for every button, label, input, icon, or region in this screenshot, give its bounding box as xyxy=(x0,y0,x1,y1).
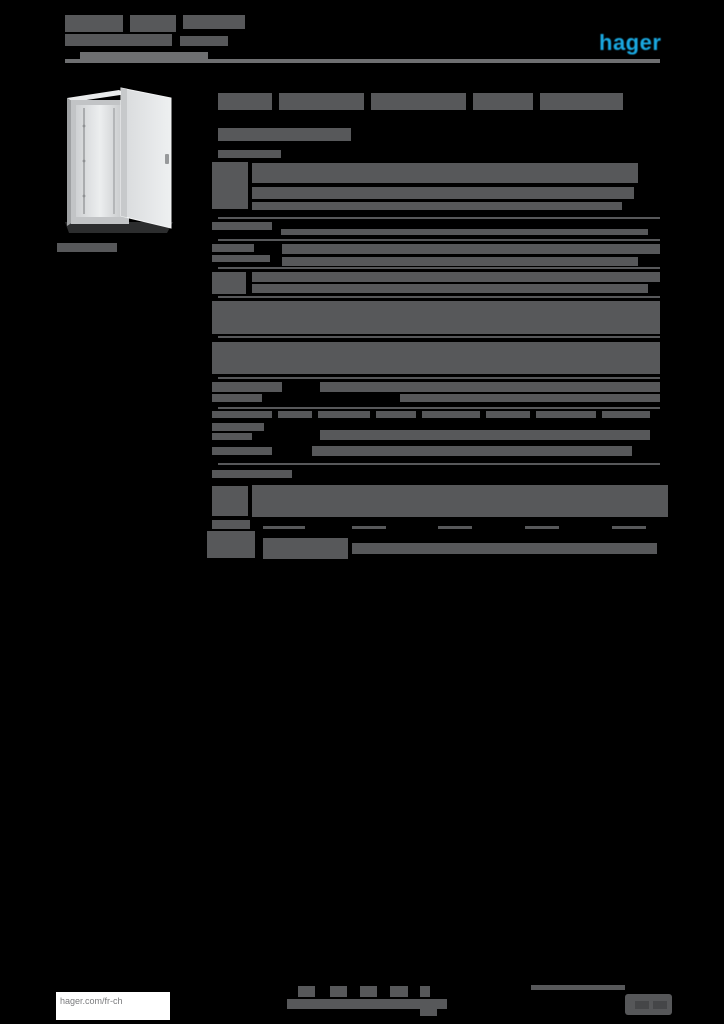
redacted-table-block xyxy=(525,526,559,529)
redacted-footer-block xyxy=(287,999,447,1009)
redacted-title-block xyxy=(218,128,351,141)
door-handle xyxy=(165,154,169,164)
redacted-table-block xyxy=(212,423,264,431)
redacted-footer-block xyxy=(420,986,430,997)
redacted-table-block xyxy=(212,244,254,252)
redacted-footer-block xyxy=(360,986,377,997)
redacted-table-block xyxy=(602,411,650,418)
redacted-table-block xyxy=(281,229,648,235)
redacted-table-block xyxy=(352,526,386,529)
redacted-title-block xyxy=(371,93,466,110)
redacted-table-block xyxy=(312,446,632,456)
redacted-table-block xyxy=(218,267,660,269)
redacted-table-block xyxy=(252,163,638,183)
redacted-table-block xyxy=(218,377,660,379)
redacted-header-block xyxy=(65,59,660,63)
redacted-table-block xyxy=(278,411,312,418)
redacted-table-block xyxy=(263,526,305,529)
product-photo xyxy=(57,86,181,236)
hager-logo: hager xyxy=(599,30,662,55)
redacted-table-block xyxy=(252,284,648,293)
redacted-table-block xyxy=(212,272,246,294)
redacted-table-block xyxy=(212,411,272,418)
redacted-title-block xyxy=(218,150,281,158)
redacted-table-block xyxy=(212,382,282,392)
redacted-table-block xyxy=(212,470,292,478)
redacted-footer-block xyxy=(531,985,625,990)
redacted-header-block xyxy=(65,34,172,46)
redacted-table-block xyxy=(218,239,660,241)
redacted-table-block xyxy=(263,538,348,559)
redacted-table-block xyxy=(486,411,530,418)
redacted-table-block xyxy=(218,296,660,298)
redacted-footer-block xyxy=(330,986,347,997)
redacted-table-block xyxy=(212,342,660,374)
redacted-footer-block xyxy=(390,986,408,997)
redacted-table-block xyxy=(422,411,480,418)
redacted-table-block xyxy=(320,430,650,440)
redacted-table-block xyxy=(218,217,660,219)
redacted-table-block xyxy=(376,411,416,418)
redacted-table-block xyxy=(612,526,646,529)
badge-mark xyxy=(653,1001,667,1009)
redacted-table-block xyxy=(218,336,660,338)
website-link[interactable]: hager.com/fr-ch xyxy=(56,992,170,1020)
redacted-table-block xyxy=(400,394,660,402)
redacted-table-block xyxy=(212,162,248,209)
redacted-table-block xyxy=(212,394,262,402)
redacted-table-block xyxy=(252,272,660,282)
redacted-table-block xyxy=(252,187,634,199)
redacted-footer-block xyxy=(298,986,315,997)
redacted-table-block xyxy=(318,411,370,418)
redacted-table-block xyxy=(282,244,660,254)
redacted-table-block xyxy=(212,486,248,516)
redacted-header-block xyxy=(183,15,245,29)
redacted-table-block xyxy=(536,411,596,418)
redacted-table-block xyxy=(212,433,252,440)
redacted-table-block xyxy=(212,447,272,455)
redacted-table-block xyxy=(212,301,660,334)
redacted-table-block xyxy=(207,531,255,558)
redacted-table-block xyxy=(212,520,250,529)
redacted-table-block xyxy=(218,463,660,465)
redacted-table-block xyxy=(320,382,660,392)
redacted-footer-block xyxy=(420,1009,437,1016)
redacted-title-block xyxy=(540,93,623,110)
redacted-table-block xyxy=(252,202,622,210)
redacted-table-block xyxy=(212,255,270,262)
redacted-header-block xyxy=(130,15,176,32)
redacted-header-block xyxy=(180,36,228,46)
redacted-table-block xyxy=(352,543,657,554)
enclosure-cabinet-illustration xyxy=(65,88,173,233)
redacted-table-block xyxy=(218,407,660,409)
redacted-header-block xyxy=(65,15,123,32)
redacted-title-block xyxy=(218,93,272,110)
redacted-table-block xyxy=(252,485,668,517)
redacted-table-block xyxy=(282,257,638,266)
redacted-title-block xyxy=(279,93,364,110)
redacted-title-block xyxy=(473,93,533,110)
badge-mark xyxy=(635,1001,649,1009)
redacted-table-block xyxy=(212,222,272,230)
redacted-caption-block xyxy=(57,243,117,252)
footer-badge xyxy=(625,994,672,1015)
redacted-table-block xyxy=(438,526,472,529)
